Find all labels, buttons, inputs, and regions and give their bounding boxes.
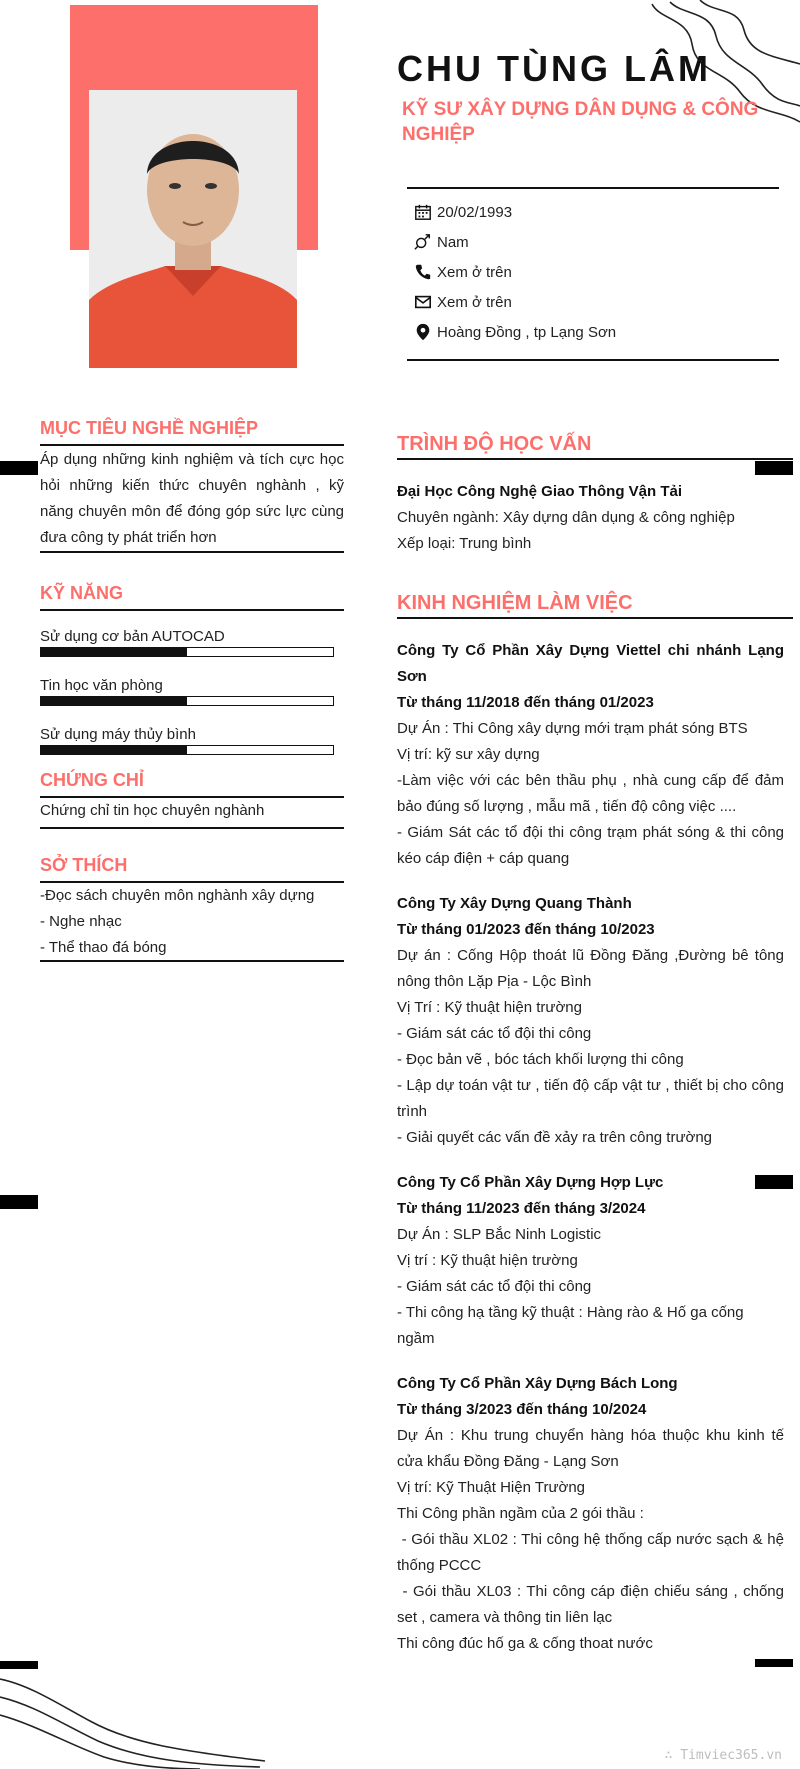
job-line: Dự Án : SLP Bắc Ninh Logistic <box>397 1226 602 1243</box>
education-divider <box>397 458 793 460</box>
job-line: Thi Công phần ngầm của 2 gói thầu : <box>397 1505 644 1522</box>
contact-gender <box>413 231 469 253</box>
right-edge-tab <box>755 461 793 475</box>
job-line: Dự Án : Thi Công xây dựng mới trạm phát sóng BTS <box>397 720 748 737</box>
certificates-heading: CHỨNG CHỈ <box>40 770 144 790</box>
job-line: - Lập dự toán vật tư , tiến độ cấp vật tư , thiết bị cho công trình <box>397 1077 784 1120</box>
hobby-item: - Nghe nhạc <box>40 913 122 930</box>
education-major: Chuyên ngành: Xây dựng dân dụng & công nghiệp <box>397 509 735 526</box>
job-line: Thi công đúc hố ga & cống thoat nước <box>397 1635 653 1652</box>
candidate-name: CHU TÙNG LÂM <box>397 48 711 89</box>
job-line: - Giám sát các tổ đội thi công <box>397 1278 592 1295</box>
skills-divider <box>40 609 344 611</box>
address-value: Hoàng Đồng , tp Lạng Sơn <box>437 323 617 341</box>
skills-heading: KỸ NĂNG <box>40 583 124 603</box>
envelope-icon <box>413 292 433 312</box>
skill-bar <box>40 696 334 706</box>
contact-birthday <box>413 201 512 223</box>
job-entry <box>397 1371 789 1657</box>
job-line: -Làm việc với các bên thầu phụ , nhà cung cấp để đảm bảo đúng số lượng , mẫu mã , tiến độ công việc .... <box>397 772 784 815</box>
objective-divider <box>40 444 344 446</box>
skill-bar <box>40 745 334 755</box>
job-entry <box>397 1170 784 1352</box>
skill-bar-fill <box>41 746 187 754</box>
job-line: - Giám Sát các tổ đội thi công trạm phát sóng & thi công kéo cáp điện + cáp quang <box>397 824 784 867</box>
job-line: - Đọc bản vẽ , bóc tách khối lượng thi công <box>397 1051 684 1068</box>
skill-bar <box>40 647 334 657</box>
watermark: ∴ Timviec365.vn <box>664 1748 782 1763</box>
contact-email <box>413 291 512 313</box>
experience-list <box>397 638 789 1657</box>
job-company: Công Ty Xây Dựng Quang Thành <box>397 895 632 912</box>
gender-value: Nam <box>437 233 469 251</box>
left-edge-tab <box>0 1195 38 1209</box>
skill-label: Sử dụng cơ bản AUTOCAD <box>40 628 225 645</box>
job-line: Dự án : Cống Hộp thoát lũ Đồng Đăng ,Đường bê tông nông thôn Lặp Pịa - Lộc Bình <box>397 947 784 990</box>
job-period: Từ tháng 11/2023 đến tháng 3/2024 <box>397 1200 646 1217</box>
gender-icon <box>413 232 433 252</box>
certificates-bottom-divider <box>40 827 344 829</box>
profile-photo <box>89 90 297 368</box>
job-company: Công Ty Cổ Phần Xây Dựng Hợp Lực <box>397 1174 664 1191</box>
job-period: Từ tháng 11/2018 đến tháng 01/2023 <box>397 694 654 711</box>
location-pin-icon <box>413 322 433 342</box>
job-line: - Gói thầu XL03 : Thi công cáp điện chiếu sáng , chống set , camera và thông tin liên lạc <box>397 1583 789 1626</box>
education-grade: Xếp loại: Trung bình <box>397 535 532 552</box>
job-line: Dự Án : Khu trung chuyển hàng hóa thuộc khu kinh tế cửa khẩu Đồng Đăng - Lạng Sơn <box>397 1427 784 1470</box>
job-company: Công Ty Cổ Phần Xây Dựng Bách Long <box>397 1375 678 1392</box>
phone-icon <box>413 262 433 282</box>
skill-bar-fill <box>41 697 187 705</box>
contact-address <box>413 321 616 343</box>
hobby-item: - Thể thao đá bóng <box>40 939 167 956</box>
job-line: Vị trí : Kỹ thuật hiện trường <box>397 1252 578 1269</box>
contact-top-divider <box>407 187 779 189</box>
experience-heading: KINH NGHIỆM LÀM VIỆC <box>397 592 633 614</box>
job-title: KỸ SƯ XÂY DỰNG DÂN DỤNG & CÔNG NGHIỆP <box>402 99 759 145</box>
job-line: - Giám sát các tổ đội thi công <box>397 1025 592 1042</box>
wave-decoration-bottom <box>0 1665 270 1769</box>
certificate-item: Chứng chỉ tin học chuyên nghành <box>40 802 265 819</box>
objective-text: Áp dụng những kinh nghiệm và tích cực học hỏi những kiến thức chuyên nghành , kỹ năng chuyên môn để đóng góp sức lực cùng đưa công ty phát triển hơn <box>40 451 344 546</box>
experience-divider <box>397 617 793 619</box>
job-entry <box>397 638 784 872</box>
contact-phone <box>413 261 512 283</box>
hobbies-heading: SỞ THÍCH <box>40 855 128 875</box>
contact-bottom-divider <box>407 359 779 361</box>
job-line: - Giải quyết các vấn đề xảy ra trên công trường <box>397 1129 713 1146</box>
left-edge-tab <box>0 461 38 475</box>
job-entry <box>397 891 784 1151</box>
education-heading: TRÌNH ĐỘ HỌC VẤN <box>397 433 592 455</box>
left-edge-tab <box>0 1661 38 1669</box>
education-school: Đại Học Công Nghệ Giao Thông Vận Tải <box>397 483 683 500</box>
email-value: Xem ở trên <box>437 293 512 311</box>
job-line: Vị trí: kỹ sư xây dựng <box>397 746 540 763</box>
job-line: Vị Trí : Kỹ thuật hiện trường <box>397 999 582 1016</box>
skill-label: Sử dụng máy thủy bình <box>40 726 196 743</box>
job-company: Công Ty Cổ Phần Xây Dựng Viettel chi nhánh Lạng Sơn <box>397 642 784 685</box>
skill-bar-fill <box>41 648 187 656</box>
objective-bottom-divider <box>40 551 344 553</box>
objective-heading: MỤC TIÊU NGHỀ NGHIỆP <box>40 418 259 438</box>
job-period: Từ tháng 3/2023 đến tháng 10/2024 <box>397 1401 647 1418</box>
job-line: - Gói thầu XL02 : Thi công hệ thống cấp nước sạch & hệ thống PCCC <box>397 1531 789 1574</box>
job-line: Vị trí: Kỹ Thuật Hiện Trường <box>397 1479 586 1496</box>
job-line: - Thi công hạ tầng kỹ thuật : Hàng rào & Hố ga cống ngầm <box>397 1304 744 1347</box>
calendar-icon <box>413 202 433 222</box>
job-period: Từ tháng 01/2023 đến tháng 10/2023 <box>397 921 655 938</box>
skill-label: Tin học văn phòng <box>40 677 163 694</box>
hobbies-bottom-divider <box>40 960 344 962</box>
right-edge-tab <box>755 1659 793 1667</box>
phone-value: Xem ở trên <box>437 263 512 281</box>
birthday-value: 20/02/1993 <box>437 203 513 221</box>
hobby-item: -Đọc sách chuyên môn nghành xây dựng <box>40 887 315 904</box>
